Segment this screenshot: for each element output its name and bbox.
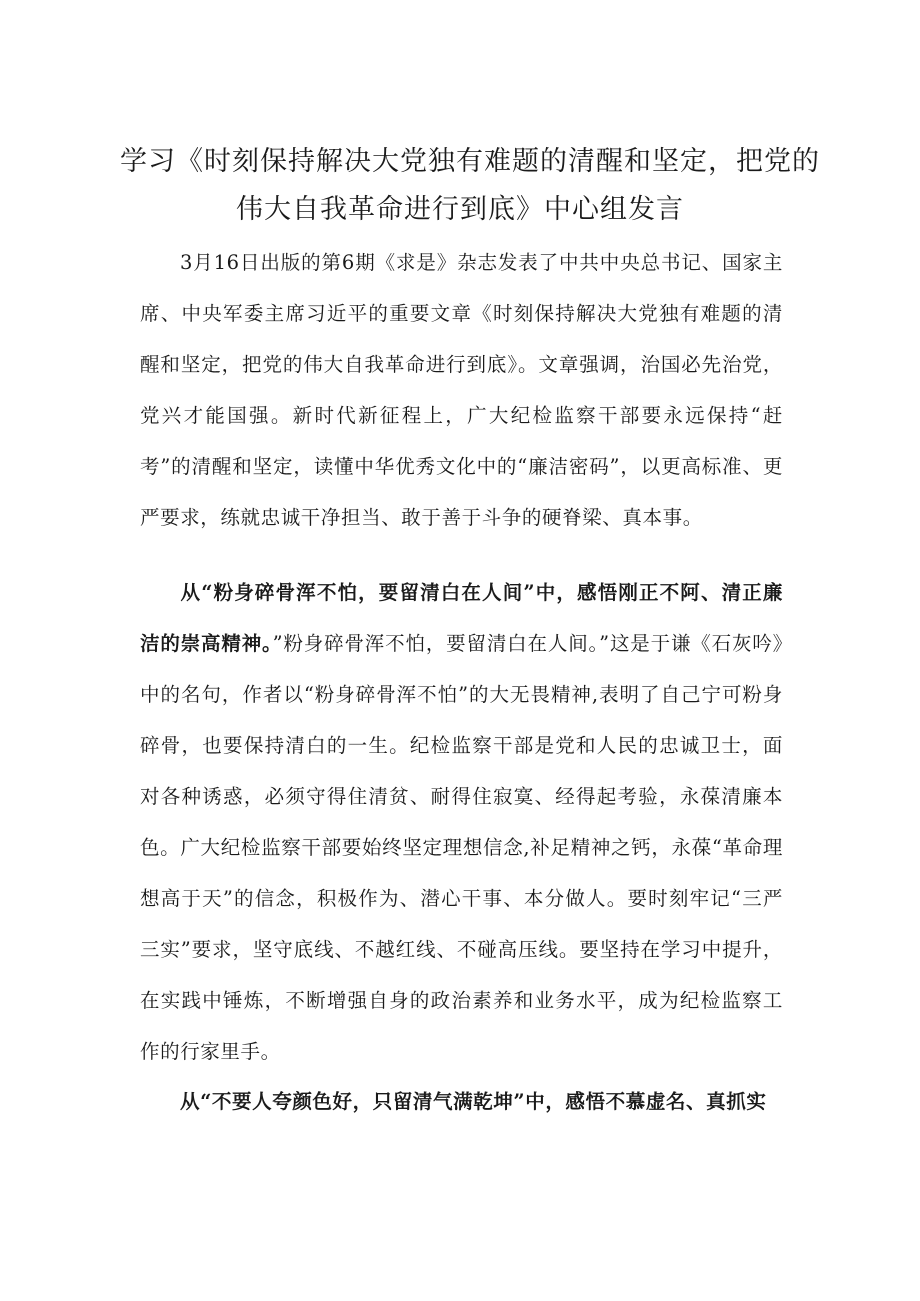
title-line-1: 学习《时刻保持解决大党独有难题的清醒和坚定，把党的 — [120, 146, 820, 177]
paragraph-intro — [140, 237, 783, 543]
paragraph-lead: 从“不要人夸颜色好，只留清气满乾坤”中，感悟不慕虚名、真抓实 — [180, 1090, 767, 1113]
paragraph-lead: 从“粉身碎骨浑不怕，要留清白在人间”中，感悟刚正不阿、清正廉洁的崇高精神。 — [140, 581, 783, 655]
paragraph-text: ”粉身碎骨浑不怕，要留清白在人间。”这是于谦《石灰吟》中的名句，作者以“粉身碎骨浑不怕”的大无畏精神,表明了自己宁可粉身碎骨，也要保持清白的一生。纪检监察干部是党和人民的忠诚卫士，面对各种诱惑，必须守得住清贫、耐得住寂寞、经得起考验，永葆清廉本色。广大纪检监察干部要始终坚定理想信念,补足精神之钙，永葆“革命理想高于天”的信念，积极作为、潜心干事、本分做人。要时刻牢记“三严三实”要求，坚守底线、不越红线、不碰高压线。要坚持在学习中提升，在实践中锤炼，不断增强自身的政治素养和业务水平，成为纪检监察工作的行家里手。 — [140, 632, 784, 1063]
paragraph-section-2 — [140, 1076, 783, 1127]
title-line-2: 伟大自我革命进行到底》中心组发言 — [236, 194, 684, 225]
document-title — [120, 138, 820, 234]
paragraph-section-1 — [140, 567, 783, 1077]
paragraph-text: 3月16日出版的第6期《求是》杂志发表了中共中央总书记、国家主席、中央军委主席习近平的重要文章《时刻保持解决大党独有难题的清醒和坚定，把党的伟大自我革命进行到底》。文章强调，治国必先治党，党兴才能国强。新时代新征程上，广大纪检监察干部要永远保持“赶考”的清醒和坚定，读懂中华优秀文化中的“廉洁密码”，以更高标准、更严要求，练就忠诚干净担当、敢于善于斗争的硬脊梁、真本事。 — [140, 251, 783, 529]
